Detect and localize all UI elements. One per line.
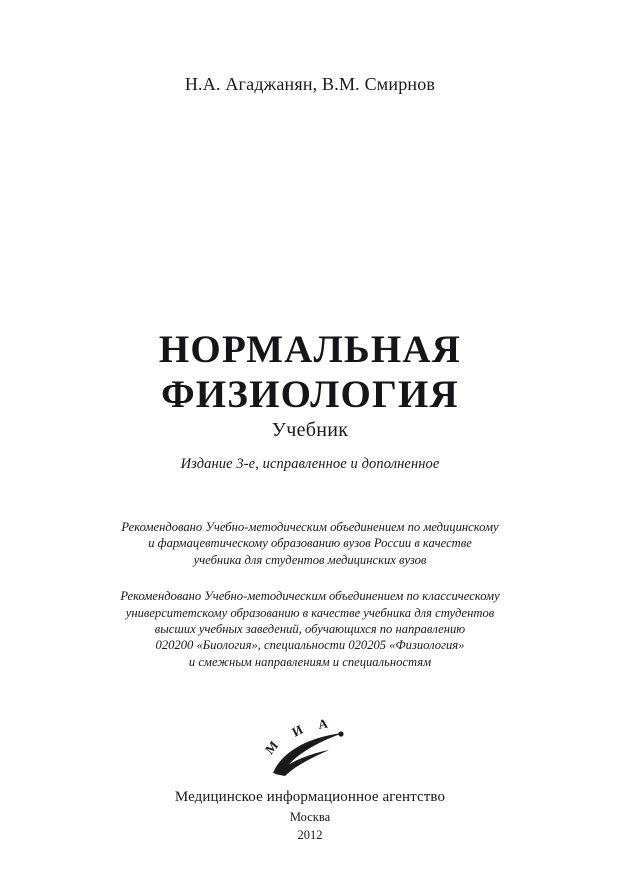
book-title-line-2: ФИЗИОЛОГИЯ: [161, 372, 459, 416]
imprint-block: [0, 789, 620, 843]
mia-logo-icon: [255, 713, 365, 783]
publication-year: 2012: [297, 828, 323, 842]
logo-letter-m: М: [261, 737, 282, 757]
book-title: [0, 328, 620, 418]
book-subtitle: Учебник: [271, 419, 349, 441]
logo-letter-a: А: [316, 715, 329, 732]
publisher-logo-container: [0, 713, 620, 783]
recommendation-line: учебника для студентов медицинских вузов: [193, 552, 427, 567]
recommendation-section: [0, 519, 620, 670]
authors-line: Н.А. Агаджанян, В.М. Смирнов: [184, 74, 436, 94]
recommendation-line: университетскому образованию в качестве учебника для студентов: [125, 605, 495, 620]
publication-city: Москва: [289, 810, 331, 824]
recommendation-line: и смежным направлениям и специальностям: [188, 654, 432, 669]
recommendation-block-1: [0, 519, 620, 568]
book-title-line-1: НОРМАЛЬНАЯ: [158, 328, 462, 371]
recommendation-line: Рекомендовано Учебно-методическим объединением по классическому: [120, 589, 500, 604]
logo-letter-i: И: [289, 721, 306, 740]
recommendation-block-2: [0, 588, 620, 670]
recommendation-line: и фармацевтическому образованию вузов России в качестве: [148, 536, 472, 551]
recommendation-line: высших учебных заведений, обучающихся по направлению: [154, 622, 466, 637]
recommendation-line: Рекомендовано Учебно-методическим объединением по медицинскому: [121, 520, 499, 534]
edition-statement: Издание 3-е, исправленное и дополненное: [180, 456, 440, 472]
recommendation-line: 020200 «Биология», специальности 020205 «Физиология»: [155, 638, 465, 653]
publisher-name: Медицинское информационное агентство: [174, 789, 446, 805]
